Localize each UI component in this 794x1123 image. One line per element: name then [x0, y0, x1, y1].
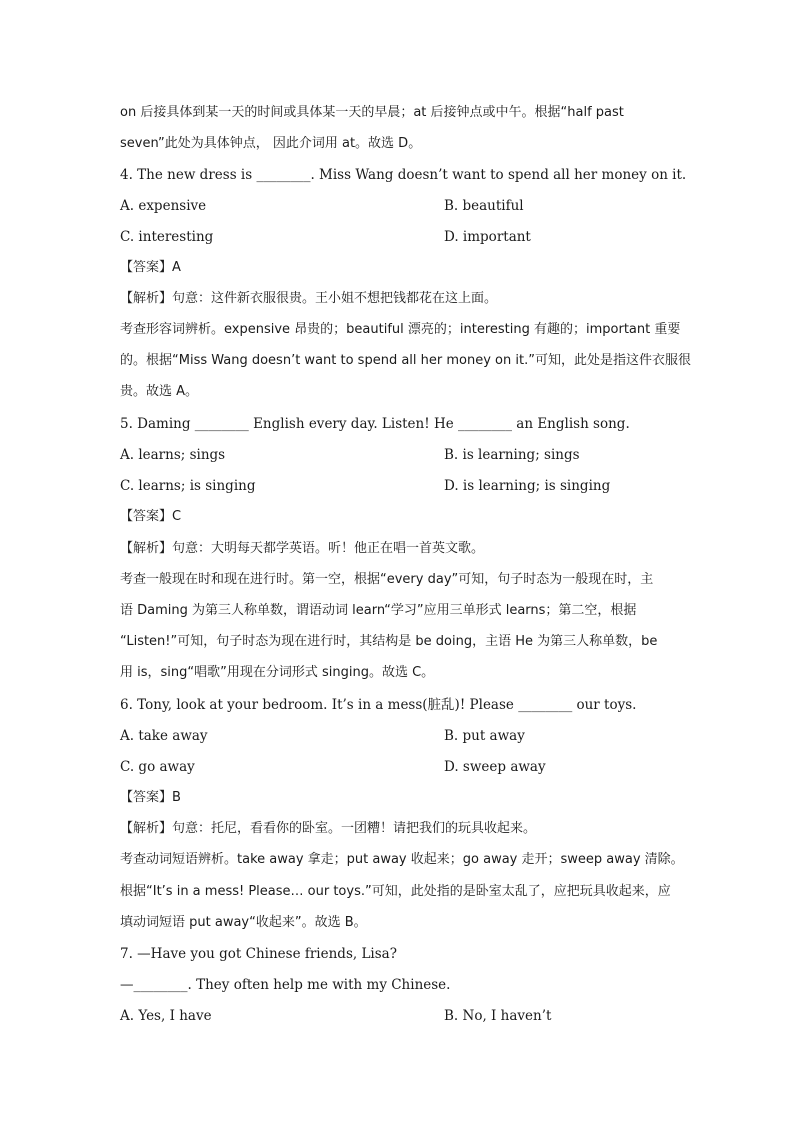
q6-option-a: A. take away [120, 728, 208, 744]
q5-analysis-line-3: 语 Daming 为第三人称单数，谓语动词 learn“学习”应用三单形式 learns；第二空，根据 [120, 603, 637, 618]
q6-analysis-line-3: 根据“It’s in a mess! Please… our toys.”可知，此处指的是卧室太乱了，应把玩具收起来，应 [120, 884, 671, 899]
question-7-line-1: 7. —Have you got Chinese friends, Lisa? [120, 946, 397, 962]
q6-option-b: B. put away [444, 728, 525, 744]
q6-option-c: C. go away [120, 759, 195, 775]
q5-option-b: B. is learning; sings [444, 447, 580, 463]
q4-option-c: C. interesting [120, 229, 214, 245]
q4-answer: 【答案】A [120, 260, 181, 275]
q4-analysis-line-1: 【解析】句意：这件新衣服很贵。王小姐不想把钱都花在这上面。 [120, 291, 498, 306]
q6-answer: 【答案】B [120, 790, 181, 805]
q4-option-a: A. expensive [120, 198, 207, 214]
q5-analysis-line-2: 考查一般现在时和现在进行时。第一空，根据“every day”可知，句子时态为一般现在时，主 [120, 572, 654, 587]
q6-analysis-line-1: 【解析】句意：托尼，看看你的卧室。一团糟！请把我们的玩具收起来。 [120, 821, 537, 836]
q7-option-a: A. Yes, I have [120, 1008, 212, 1024]
q5-option-c: C. learns; is singing [120, 478, 256, 494]
q4-analysis-line-2: 考查形容词辨析。expensive 昂贵的；beautiful 漂亮的；interesting 有趣的；important 重要 [120, 322, 681, 337]
question-6: 6. Tony, look at your bedroom. It’s in a mess(脏乱)! Please ________ our toys. [120, 697, 637, 713]
q7-option-b: B. No, I haven’t [444, 1008, 552, 1024]
q6-analysis-line-4: 填动词短语 put away“收起来”。故选 B。 [120, 915, 367, 930]
q5-analysis-line-5: 用 is，sing“唱歌”用现在分词形式 singing。故选 C。 [120, 665, 435, 680]
q5-analysis-line-1: 【解析】句意：大明每天都学英语。听！他正在唱一首英文歌。 [120, 541, 485, 556]
q4-analysis-line-4: 贵。故选 A。 [120, 384, 199, 399]
q4-analysis-line-3: 的。根据“Miss Wang doesn’t want to spend all her money on it.”可知，此处是指这件衣服很 [120, 353, 691, 368]
prev-explanation-line-1: on 后接具体到某一天的时间或具体某一天的早晨；at 后接钟点或中午。根据“half past [120, 105, 624, 120]
q6-option-d: D. sweep away [444, 759, 546, 775]
q4-option-d: D. important [444, 229, 531, 245]
question-5: 5. Daming ________ English every day. Listen! He ________ an English song. [120, 416, 630, 432]
q5-answer: 【答案】C [120, 509, 182, 524]
q5-option-d: D. is learning; is singing [444, 478, 611, 494]
question-7-line-2: —________. They often help me with my Chinese. [120, 977, 451, 993]
q4-option-b: B. beautiful [444, 198, 524, 214]
q5-analysis-line-4: “Listen!”可知，句子时态为现在进行时，其结构是 be doing，主语 He 为第三人称单数，be [120, 634, 658, 649]
q6-analysis-line-2: 考查动词短语辨析。take away 拿走；put away 收起来；go away 走开；sweep away 清除。 [120, 852, 684, 867]
prev-explanation-line-2: seven”此处为具体钟点， 因此介词用 at。故选 D。 [120, 136, 422, 151]
q5-option-a: A. learns; sings [120, 447, 226, 463]
question-4: 4. The new dress is ________. Miss Wang doesn’t want to spend all her money on it. [120, 167, 687, 183]
